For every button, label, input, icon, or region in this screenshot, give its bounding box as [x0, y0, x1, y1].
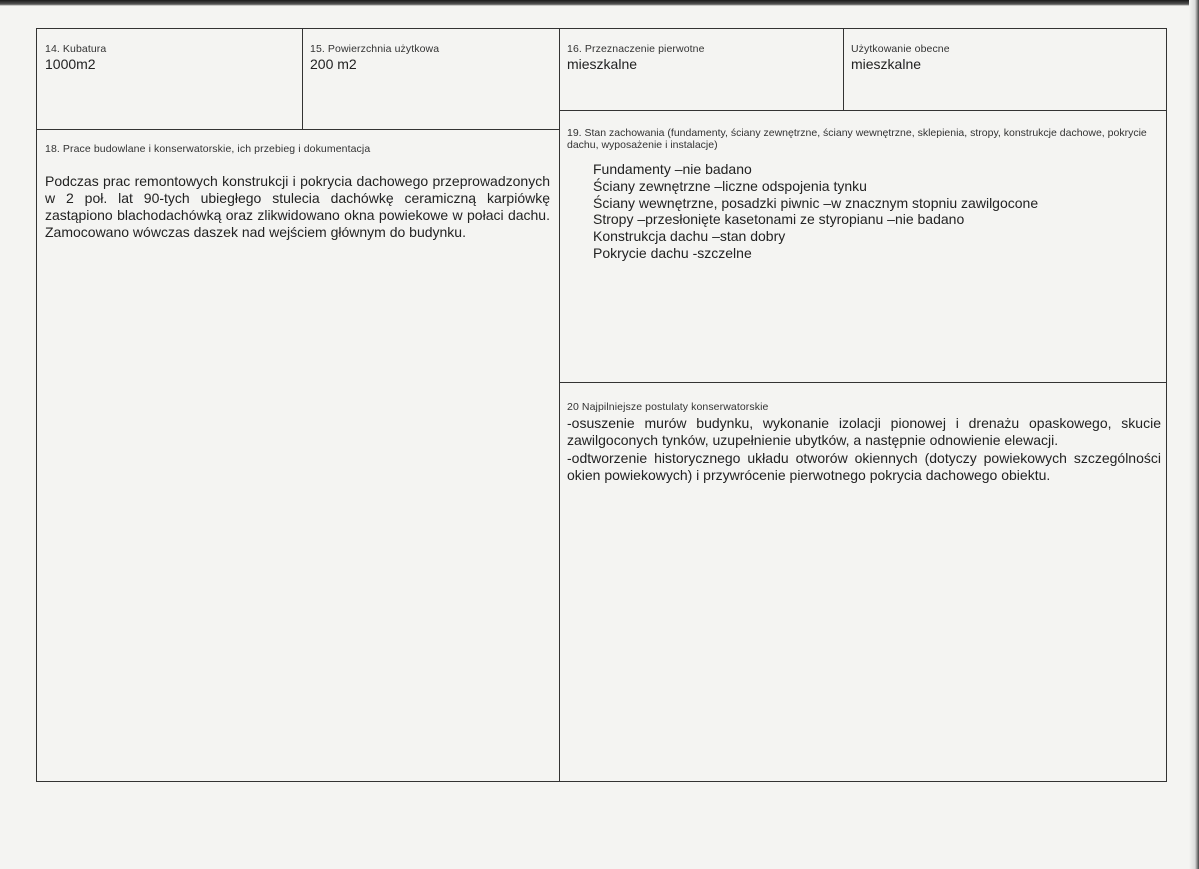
divider-main [559, 29, 560, 782]
field-18-prace [45, 143, 550, 241]
field-15-value: 200 m2 [310, 56, 357, 72]
field-20-postulaty [567, 401, 1161, 483]
divider-14-15 [302, 29, 303, 129]
field-14-kubatura [45, 43, 295, 72]
divider-16-19 [559, 110, 1167, 111]
field-19-line: Ściany wewnętrzne, posadzki piwnic –w znacznym stopniu zawilgocone [593, 194, 1039, 211]
field-19-line: Stropy –przesłonięte kasetonami ze styropianu –nie badano [593, 211, 965, 228]
field-16-przeznaczenie [567, 43, 837, 72]
field-19-label: 19. Stan zachowania (fundamenty, ściany zewnętrzne, ściany wewnętrzne, sklepienia, stropy, konstrukcje dachowe, pokrycie dachu, wyposażenie i instalacje) [567, 127, 1147, 151]
field-15-label: 15. Powierzchnia użytkowa [310, 43, 440, 55]
field-16b-value: mieszkalne [851, 56, 922, 72]
field-19-line: Pokrycie dachu -szczelne [593, 244, 752, 261]
field-16b-label: Użytkowanie obecne [851, 43, 950, 55]
field-20-p1: -osuszenie murów budynku, wykonanie izolacji pionowej i drenażu opaskowego, skucie zawilgoconych tynków, uzupełnienie ubytków, a następnie odnowienie elewacji. [567, 415, 1161, 448]
field-19-stan [567, 128, 1159, 262]
divider-15-18 [37, 129, 559, 130]
field-18-label: 18. Prace budowlane i konserwatorskie, ich przebieg i dokumentacja [45, 143, 371, 155]
field-19-line: Konstrukcja dachu –stan dobry [593, 228, 786, 245]
field-19-list [593, 161, 1159, 262]
field-18-text: Podczas prac remontowych konstrukcji i pokrycia dachowego przeprowadzonych w 2 poł. lat 90-tych ubiegłego stulecia dachówkę ceramiczną karpiówkę zastąpiono blachodachówką oraz zlikwidowano okna powiekowe w połaci dachu. Zamocowano wówczas daszek nad wejściem głównym do budynku. [45, 173, 550, 240]
field-20-p2: -odtworzenie historycznego układu otworów okiennych (dotyczy powiekowych szczególności okien powiekowych) i przywrócenie pierwotnego pokrycia dachowego obiektu. [567, 450, 1161, 483]
form-frame [36, 28, 1167, 782]
field-19-line: Ściany zewnętrzne –liczne odspojenia tynku [593, 177, 867, 194]
divider-16 [843, 29, 844, 110]
scan-top-edge [0, 0, 1199, 6]
divider-19-20 [559, 382, 1167, 383]
field-19-line: Fundamenty –nie badano [593, 161, 752, 177]
field-16-value: mieszkalne [567, 56, 638, 72]
field-16-label: 16. Przeznaczenie pierwotne [567, 43, 705, 55]
scan-right-edge [1189, 0, 1199, 869]
field-14-label: 14. Kubatura [45, 43, 107, 55]
field-15-powierzchnia [310, 43, 550, 72]
field-20-label: 20 Najpilniejsze postulaty konserwatorskie [567, 401, 769, 413]
field-14-value: 1000m2 [45, 56, 96, 72]
field-uzytkowanie-obecne [851, 43, 1151, 72]
